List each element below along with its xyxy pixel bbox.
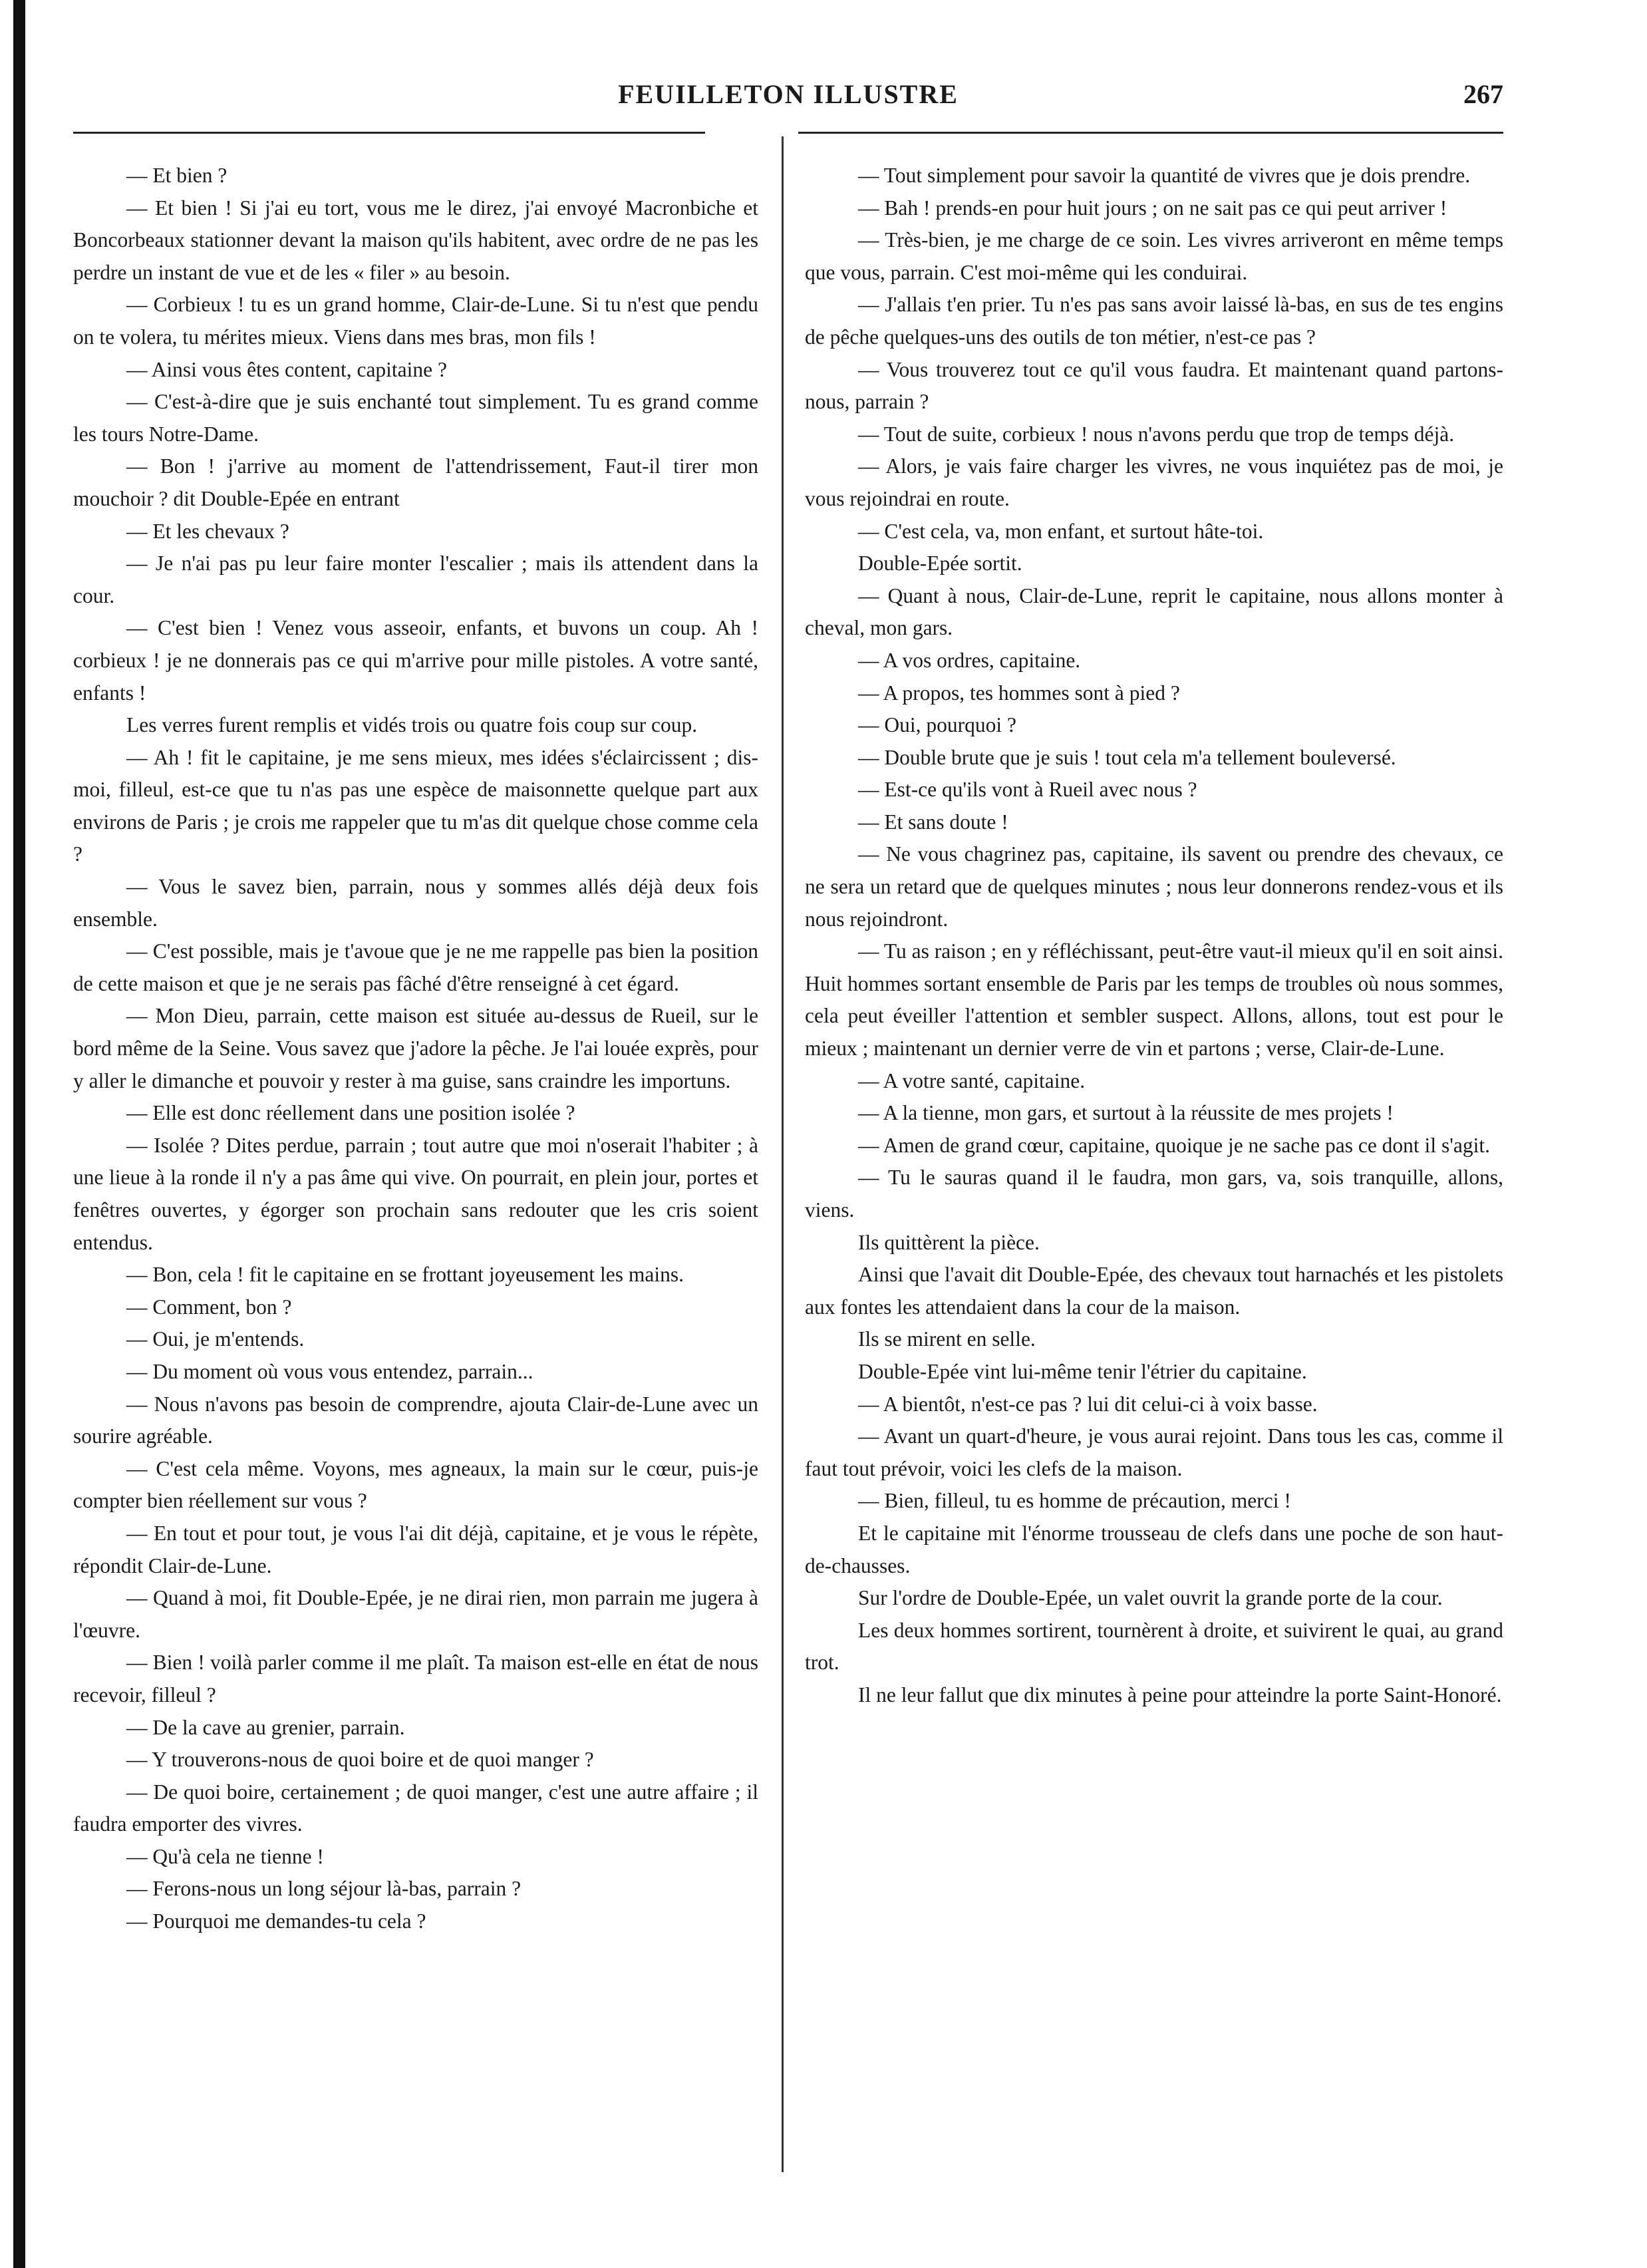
paragraph: — A vos ordres, capitaine. — [858, 648, 1081, 672]
paragraph: — Du moment où vous vous entendez, parrain... — [126, 1359, 533, 1383]
paragraph: — Qu'à cela ne tienne ! — [126, 1844, 324, 1868]
paragraph: — A votre santé, capitaine. — [858, 1068, 1086, 1092]
running-title: FEUILLETON ILLUSTRE — [618, 79, 959, 109]
paragraph: — Oui, je m'entends. — [126, 1327, 305, 1351]
right-text-column — [805, 160, 1503, 1712]
paragraph: — C'est bien ! Venez vous asseoir, enfants, et buvons un coup. Ah ! corbieux ! je ne donnerais pas ce qui m'arrive pour mille pistoles. A votre santé, enfants ! — [73, 616, 758, 705]
paragraph: — Ah ! fit le capitaine, je me sens mieux, mes idées s'éclaircissent ; dis-moi, filleul, est-ce que tu n'as pas une espèce de maisonnette quelque part aux environs de Paris ; je crois me rappeler que tu m'as dit quelque chose comme cela ? — [73, 745, 758, 866]
left-text-column — [73, 160, 758, 1938]
paragraph: — Elle est donc réellement dans une position isolée ? — [126, 1101, 575, 1125]
paragraph: — J'allais t'en prier. Tu n'es pas sans avoir laissé là-bas, en sus de tes engins de pêche quelques-uns des outils de ton métier, n'est-ce pas ? — [805, 293, 1503, 349]
paragraph: Double-Epée sortit. — [858, 552, 1022, 575]
paragraph: — De quoi boire, certainement ; de quoi manger, c'est une autre affaire ; il faudra emporter des vivres. — [73, 1780, 758, 1836]
paragraph: — Nous n'avons pas besoin de comprendre, ajouta Clair-de-Lune avec un sourire agréable. — [73, 1392, 758, 1448]
paragraph: — Tu le sauras quand il le faudra, mon gars, va, sois tranquille, allons, viens. — [805, 1166, 1503, 1221]
paragraph: — Je n'ai pas pu leur faire monter l'escalier ; mais ils attendent dans la cour. — [73, 552, 758, 607]
header-rule-left — [73, 132, 705, 134]
page-header — [73, 79, 1503, 132]
paragraph: — C'est cela même. Voyons, mes agneaux, la main sur le cœur, puis-je compter bien réellement sur vous ? — [73, 1456, 758, 1513]
paragraph: — A bientôt, n'est-ce pas ? lui dit celui-ci à voix basse. — [858, 1392, 1318, 1416]
paragraph: — Et bien ! Si j'ai eu tort, vous me le direz, j'ai envoyé Macronbiche et Boncorbeaux stationner devant la maison qu'ils habitent, avec ordre de ne pas les perdre un instant de vue et de les « filer » au besoin. — [73, 196, 758, 284]
paragraph: — Quand à moi, fit Double-Epée, je ne dirai rien, mon parrain me jugera à l'œuvre. — [73, 1586, 758, 1642]
paragraph: — Alors, je vais faire charger les vivres, ne vous inquiétez pas de moi, je vous rejoindrai en route. — [805, 454, 1503, 510]
paragraph: — Avant un quart-d'heure, je vous aurai rejoint. Dans tous les cas, comme il faut tout prévoir, voici les clefs de la maison. — [805, 1424, 1503, 1480]
paragraph: — Mon Dieu, parrain, cette maison est située au-dessus de Rueil, sur le bord même de la Seine. Vous savez que j'adore la pêche. Je l'ai louée exprès, pour y aller le dimanche et pouvoir y rester à ma guise, sans craindre les importuns. — [73, 1004, 758, 1092]
paragraph: — Ferons-nous un long séjour là-bas, parrain ? — [126, 1877, 522, 1901]
paragraph: Les verres furent remplis et vidés trois ou quatre fois coup sur coup. — [126, 713, 698, 737]
paragraph: — En tout et pour tout, je vous l'ai dit déjà, capitaine, et je vous le répète, répondit Clair-de-Lune. — [73, 1521, 758, 1577]
paragraph: — De la cave au grenier, parrain. — [126, 1715, 405, 1739]
paragraph: — Comment, bon ? — [126, 1295, 292, 1319]
paragraph: — C'est possible, mais je t'avoue que je ne me rappelle pas bien la position de cette maison et que je ne serais pas fâché d'être renseigné à cet égard. — [73, 939, 758, 995]
paragraph: — Bah ! prends-en pour huit jours ; on ne sait pas ce qui peut arriver ! — [858, 196, 1447, 220]
paragraph: — Tu as raison ; en y réfléchissant, peut-être vaut-il mieux qu'il en soit ainsi. Huit hommes sortant ensemble de Paris par les temps de troubles où nous sommes, cela peut éveiller l'attention et sembler suspect. Allons, allons, tout est pour le mieux ; maintenant un dernier verre de vin et partons ; verse, Clair-de-Lune. — [805, 939, 1503, 1060]
header-rule-right — [798, 132, 1503, 134]
paragraph: Sur l'ordre de Double-Epée, un valet ouvrit la grande porte de la cour. — [858, 1586, 1443, 1610]
paragraph: — C'est-à-dire que je suis enchanté tout simplement. Tu es grand comme les tours Notre-Dame. — [73, 390, 758, 446]
paragraph: — A propos, tes hommes sont à pied ? — [858, 681, 1180, 705]
paragraph: — Est-ce qu'ils vont à Rueil avec nous ? — [858, 778, 1197, 802]
paragraph: Et le capitaine mit l'énorme trousseau de clefs dans une poche de son haut-de-chausses. — [805, 1521, 1503, 1577]
paragraph: — Très-bien, je me charge de ce soin. Les vivres arriveront en même temps que vous, parrain. C'est moi-même qui les conduirai. — [805, 228, 1503, 284]
paragraph: — A la tienne, mon gars, et surtout à la réussite de mes projets ! — [858, 1101, 1394, 1125]
paragraph: Double-Epée vint lui-même tenir l'étrier du capitaine. — [858, 1359, 1307, 1383]
paragraph: — Isolée ? Dites perdue, parrain ; tout autre que moi n'oserait l'habiter ; à une lieue à la ronde il n'y a pas âme qui vive. On pourrait, en plein jour, portes et fenêtres ouvertes, y égorger son prochain sans redouter que les cris soient entendus. — [73, 1133, 758, 1254]
paragraph: — Y trouverons-nous de quoi boire et de quoi manger ? — [126, 1748, 594, 1772]
paragraph: — Quant à nous, Clair-de-Lune, reprit le capitaine, nous allons monter à cheval, mon gars. — [805, 583, 1503, 640]
paragraph: — Bien, filleul, tu es homme de précaution, merci ! — [858, 1489, 1291, 1513]
paragraph: Les deux hommes sortirent, tournèrent à droite, et suivirent le quai, au grand trot. — [805, 1618, 1503, 1675]
paragraph: — Tout de suite, corbieux ! nous n'avons perdu que trop de temps déjà. — [858, 422, 1455, 446]
page-number: 267 — [1463, 79, 1503, 109]
paragraph: Il ne leur fallut que dix minutes à peine pour atteindre la porte Saint-Honoré. — [858, 1683, 1502, 1706]
paragraph: — Amen de grand cœur, capitaine, quoique je ne sache pas ce dont il s'agit. — [858, 1133, 1490, 1157]
paragraph: — Pourquoi me demandes-tu cela ? — [126, 1909, 426, 1933]
paragraph: — Bon ! j'arrive au moment de l'attendrissement, Faut-il tirer mon mouchoir ? dit Double-Epée en entrant — [73, 454, 758, 510]
column-divider — [782, 136, 784, 2172]
paragraph: — Oui, pourquoi ? — [858, 713, 1016, 737]
paragraph: — Double brute que je suis ! tout cela m'a tellement bouleversé. — [858, 745, 1396, 769]
paragraph: — Tout simplement pour savoir la quantité de vivres que je dois prendre. — [858, 164, 1471, 187]
paragraph: — Et les chevaux ? — [126, 519, 289, 543]
paragraph: — Bon, cela ! fit le capitaine en se frottant joyeusement les mains. — [126, 1263, 684, 1287]
paragraph: Ils quittèrent la pièce. — [858, 1230, 1040, 1254]
paragraph: — Ne vous chagrinez pas, capitaine, ils savent ou prendre des chevaux, ce ne sera un retard que de quelques minutes ; nous leur donnerons rendez-vous et ils nous rejoindront. — [805, 842, 1503, 931]
paragraph: — Vous le savez bien, parrain, nous y sommes allés déjà deux fois ensemble. — [73, 875, 758, 931]
paragraph: Ainsi que l'avait dit Double-Epée, des chevaux tout harnachés et les pistolets aux fontes les attendaient dans la cour de la maison. — [805, 1263, 1503, 1319]
page-edge-bar — [13, 0, 25, 2268]
paragraph: Ils se mirent en selle. — [858, 1327, 1036, 1351]
paragraph: — Vous trouverez tout ce qu'il vous faudra. Et maintenant quand partons-nous, parrain ? — [805, 357, 1503, 414]
paragraph: — Ainsi vous êtes content, capitaine ? — [126, 357, 448, 381]
paragraph: — Corbieux ! tu es un grand homme, Clair-de-Lune. Si tu n'est que pendu on te volera, tu mérites mieux. Viens dans mes bras, mon fils ! — [73, 293, 758, 349]
paragraph: — Et sans doute ! — [858, 810, 1008, 834]
paragraph: — C'est cela, va, mon enfant, et surtout hâte-toi. — [858, 519, 1264, 543]
paragraph: — Bien ! voilà parler comme il me plaît. Ta maison est-elle en état de nous recevoir, filleul ? — [73, 1651, 758, 1706]
paragraph: — Et bien ? — [126, 164, 227, 187]
